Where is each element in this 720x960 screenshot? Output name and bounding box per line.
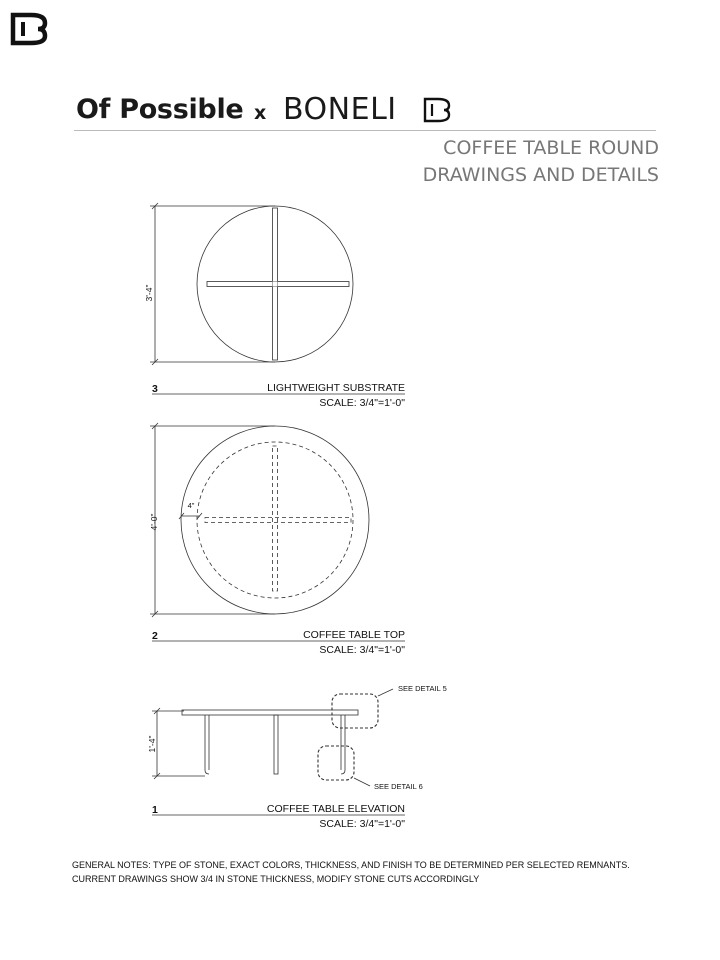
general-notes [72,858,630,886]
substrate-drawing-scale: SCALE: 3/4"=1'-0" [319,397,405,409]
elevation-leg-right [341,715,345,774]
substrate-drawing-title: LIGHTWEIGHT SUBSTRATE [267,382,405,394]
table-top-drawing-title: COFFEE TABLE TOP [303,629,405,641]
table-top-drawing-scale: SCALE: 3/4"=1'-0" [319,644,405,656]
hidden-rib-vertical [273,446,278,591]
brand-of-possible: Of Possible [76,94,244,125]
brand-x: x [254,102,267,124]
elevation-drawing-number: 1 [152,804,158,816]
table-top-dimension-label: 4'-0" [149,513,159,531]
table-top-plan [150,423,405,641]
table-top-drawing-number: 2 [152,630,158,642]
elevation-drawing-title: COFFEE TABLE ELEVATION [266,803,405,815]
detail-6-label: SEE DETAIL 6 [374,782,423,791]
document-title-line1: COFFEE TABLE ROUND [443,137,659,159]
substrate-dimension-label: 3'-4" [144,284,154,302]
substrate-rib-horizontal [207,282,349,287]
table-top-outline [181,426,369,614]
elevation-dimension-label: 1'-4" [147,735,157,753]
hidden-rib-horizontal [205,518,351,523]
substrate-hidden-outline [197,442,353,598]
detail-6-callout [318,746,354,780]
detail-5-callout [332,694,378,728]
general-notes-line1: GENERAL NOTES: TYPE OF STONE, EXACT COLORS, THICKNESS, AND FINISH TO BE DETERMINED PER SELECTED REMNANTS. [72,860,630,870]
elevation-drawing-scale: SCALE: 3/4"=1'-0" [319,818,405,830]
document-title-line2: DRAWINGS AND DETAILS [422,164,659,186]
elevation-leg-left [205,715,209,774]
general-notes-line2: CURRENT DRAWINGS SHOW 3/4 IN STONE THICKNESS, MODIFY STONE CUTS ACCORDINGLY [72,874,480,884]
substrate-plan [150,203,405,394]
inset-dimension-label: 4" [187,501,195,510]
elevation-leg-center [274,715,278,774]
elevation-view [152,689,405,815]
substrate-drawing-number: 3 [152,383,158,395]
brand-boneli: BONELI [283,92,397,127]
detail-5-label: SEE DETAIL 5 [398,684,447,693]
